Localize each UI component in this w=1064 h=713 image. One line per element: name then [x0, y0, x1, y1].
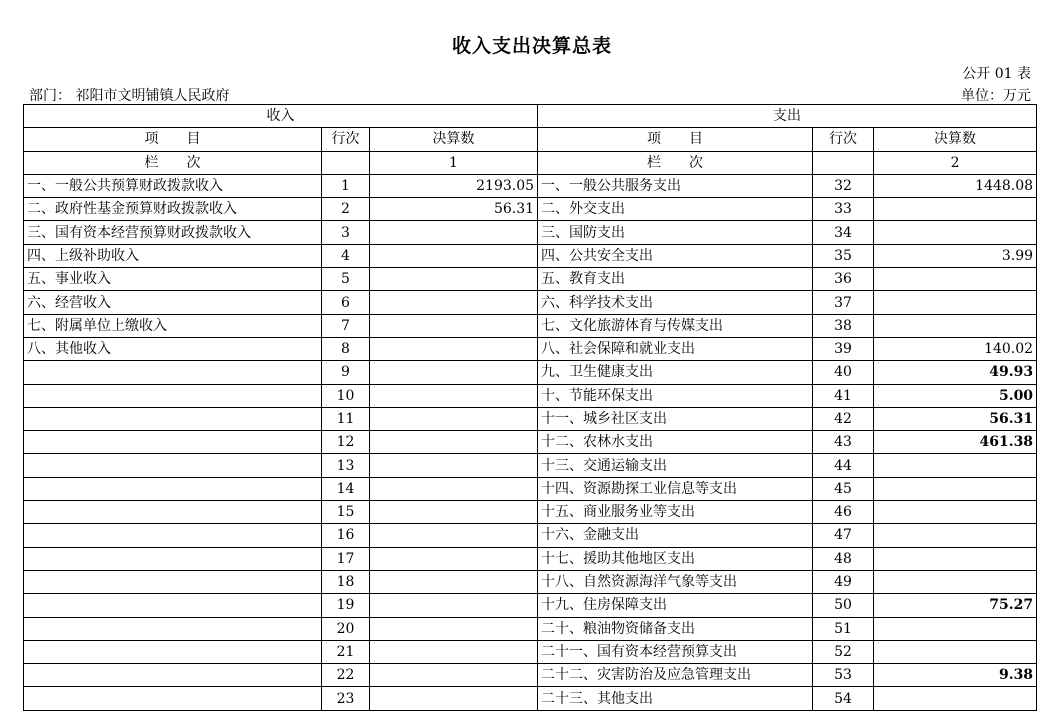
expense-rowno-cell: 50: [813, 594, 874, 617]
expense-amount-cell: [874, 198, 1037, 221]
income-item-cell: 二、政府性基金预算财政拨款收入: [24, 198, 322, 221]
expense-rowno-cell: 35: [813, 244, 874, 267]
income-rowno-cell: 10: [322, 384, 370, 407]
table-row: [24, 547, 1037, 570]
income-rowno-cell: 20: [322, 617, 370, 640]
expense-rowno-cell: 47: [813, 524, 874, 547]
expense-amount-cell: [874, 477, 1037, 500]
expense-rowno-cell: 32: [813, 174, 874, 197]
income-item-cell: [24, 524, 322, 547]
unit-label: 单位：万元: [961, 88, 1031, 104]
expense-item-cell: 十一、城乡社区支出: [538, 407, 813, 430]
income-item-cell: 六、经营收入: [24, 291, 322, 314]
income-rowno-cell: 4: [322, 244, 370, 267]
expense-rowno-cell: 40: [813, 361, 874, 384]
income-amount-cell: 2193.05: [370, 174, 538, 197]
expense-rowno-cell: 33: [813, 198, 874, 221]
income-rowno-cell: 21: [322, 640, 370, 663]
income-amount-cell: 56.31: [370, 198, 538, 221]
expense-item-cell: 二十二、灾害防治及应急管理支出: [538, 664, 813, 687]
table-row: [24, 454, 1037, 477]
header-row-column-numbers: [24, 151, 1037, 174]
expense-rowno-cell: 41: [813, 384, 874, 407]
expense-item-cell: 十、节能环保支出: [538, 384, 813, 407]
table-row: [24, 244, 1037, 267]
expense-rowno-cell: 46: [813, 501, 874, 524]
expense-item-cell: 四、公共安全支出: [538, 244, 813, 267]
income-amount-cell: [370, 547, 538, 570]
table-row: [24, 268, 1037, 291]
income-item-cell: [24, 431, 322, 454]
income-item-cell: [24, 547, 322, 570]
income-amount-cell: [370, 640, 538, 663]
expense-amount-cell: [874, 291, 1037, 314]
expense-amount-cell: [874, 314, 1037, 337]
income-rowno-cell: 17: [322, 547, 370, 570]
income-item-cell: 七、附属单位上缴收入: [24, 314, 322, 337]
income-amount-cell: [370, 431, 538, 454]
expense-item-cell: 十九、住房保障支出: [538, 594, 813, 617]
income-item-cell: 八、其他收入: [24, 337, 322, 360]
income-rowno-cell: 12: [322, 431, 370, 454]
expense-section-header: 支出: [538, 105, 1037, 128]
expense-amount-cell: 75.27: [874, 594, 1037, 617]
income-amount-cell: [370, 361, 538, 384]
expense-rowno-cell: 44: [813, 454, 874, 477]
expense-rowno-cell: 53: [813, 664, 874, 687]
income-amount-cell: [370, 221, 538, 244]
expense-item-cell: 十七、援助其他地区支出: [538, 547, 813, 570]
income-amount-cell: [370, 477, 538, 500]
table-row: [24, 384, 1037, 407]
expense-item-cell: 十六、金融支出: [538, 524, 813, 547]
expense-rowno-cell: 37: [813, 291, 874, 314]
income-rowno-cell: 2: [322, 198, 370, 221]
expense-item-cell: 七、文化旅游体育与传媒支出: [538, 314, 813, 337]
income-rowno-cell: 16: [322, 524, 370, 547]
expense-rowno-cell: 43: [813, 431, 874, 454]
expense-amount-cell: 49.93: [874, 361, 1037, 384]
income-rowno-cell: 11: [322, 407, 370, 430]
income-amount-cell: [370, 454, 538, 477]
income-col-number: 1: [370, 151, 538, 174]
expense-rowno-cell: 39: [813, 337, 874, 360]
income-amount-cell: [370, 501, 538, 524]
expense-col-number: 2: [874, 151, 1037, 174]
expense-amount-cell: [874, 268, 1037, 291]
expense-item-cell: 一、一般公共服务支出: [538, 174, 813, 197]
income-amount-cell: [370, 570, 538, 593]
expense-amount-cell: [874, 454, 1037, 477]
table-row: [24, 594, 1037, 617]
expense-amount-cell: 140.02: [874, 337, 1037, 360]
table-row: [24, 640, 1037, 663]
expense-amount-cell: 1448.08: [874, 174, 1037, 197]
income-item-cell: [24, 477, 322, 500]
income-item-cell: [24, 384, 322, 407]
header-row-sections: [24, 105, 1037, 128]
expense-amount-cell: [874, 547, 1037, 570]
expense-item-cell: 八、社会保障和就业支出: [538, 337, 813, 360]
income-item-cell: [24, 594, 322, 617]
expense-rowno-cell: 34: [813, 221, 874, 244]
income-item-cell: [24, 361, 322, 384]
expense-amount-cell: [874, 570, 1037, 593]
expense-amount-cell: 3.99: [874, 244, 1037, 267]
income-amount-cell: [370, 407, 538, 430]
income-item-cell: [24, 687, 322, 710]
expense-item-header: 项 目: [538, 128, 813, 151]
income-amount-cell: [370, 314, 538, 337]
income-rowno-cell: 15: [322, 501, 370, 524]
income-rowno-cell: 8: [322, 337, 370, 360]
expense-rowno-cell: 54: [813, 687, 874, 710]
income-rowno-cell: 22: [322, 664, 370, 687]
expense-item-cell: 三、国防支出: [538, 221, 813, 244]
table-row: [24, 198, 1037, 221]
page-title: 收入支出决算总表: [451, 35, 612, 57]
table-row: [24, 431, 1037, 454]
income-amount-cell: [370, 664, 538, 687]
expense-rowno-cell: 45: [813, 477, 874, 500]
income-amount-cell: [370, 687, 538, 710]
expense-item-cell: 二、外交支出: [538, 198, 813, 221]
income-item-cell: [24, 664, 322, 687]
expense-amount-cell: [874, 524, 1037, 547]
income-amount-cell: [370, 291, 538, 314]
table-row: [24, 314, 1037, 337]
income-amount-header: 决算数: [370, 128, 538, 151]
expense-rowno-cell: 38: [813, 314, 874, 337]
income-expense-table: [23, 104, 1037, 711]
table-row: [24, 407, 1037, 430]
table-row: [24, 570, 1037, 593]
income-item-header: 项 目: [24, 128, 322, 151]
income-section-header: 收入: [24, 105, 538, 128]
expense-rowno-cell: 51: [813, 617, 874, 640]
table-row: [24, 337, 1037, 360]
income-amount-cell: [370, 524, 538, 547]
income-amount-cell: [370, 617, 538, 640]
income-item-cell: [24, 407, 322, 430]
income-rowno-cell: 6: [322, 291, 370, 314]
expense-amount-cell: [874, 640, 1037, 663]
table-row: [24, 477, 1037, 500]
expense-amount-cell: [874, 221, 1037, 244]
income-rowno-cell: 9: [322, 361, 370, 384]
table-row: [24, 361, 1037, 384]
income-item-cell: [24, 617, 322, 640]
expense-rowno-cell: 52: [813, 640, 874, 663]
form-number: 公开 01 表: [962, 66, 1031, 82]
expense-item-cell: 六、科学技术支出: [538, 291, 813, 314]
expense-rowno-cell: 49: [813, 570, 874, 593]
expense-item-cell: 十四、资源勘探工业信息等支出: [538, 477, 813, 500]
expense-item-cell: 二十一、国有资本经营预算支出: [538, 640, 813, 663]
income-rowno-cell: 7: [322, 314, 370, 337]
expense-item-cell: 五、教育支出: [538, 268, 813, 291]
income-item-cell: 三、国有资本经营预算财政拨款收入: [24, 221, 322, 244]
table-row: [24, 617, 1037, 640]
expense-rowno-cell: 48: [813, 547, 874, 570]
income-rowno-cell: 13: [322, 454, 370, 477]
income-item-cell: 五、事业收入: [24, 268, 322, 291]
income-item-cell: [24, 570, 322, 593]
expense-amount-header: 决算数: [874, 128, 1037, 151]
income-col-blank: [322, 151, 370, 174]
income-amount-cell: [370, 594, 538, 617]
income-rowno-cell: 5: [322, 268, 370, 291]
expense-col-blank: [813, 151, 874, 174]
expense-item-cell: 十五、商业服务业等支出: [538, 501, 813, 524]
income-rowno-cell: 23: [322, 687, 370, 710]
income-item-cell: 四、上级补助收入: [24, 244, 322, 267]
expense-item-cell: 二十、粮油物资储备支出: [538, 617, 813, 640]
table-row: [24, 524, 1037, 547]
income-item-cell: [24, 454, 322, 477]
income-rowno-header: 行次: [322, 128, 370, 151]
table-row: [24, 174, 1037, 197]
header-row-columns: [24, 128, 1037, 151]
expense-amount-cell: [874, 501, 1037, 524]
table-row: [24, 291, 1037, 314]
expense-rowno-cell: 36: [813, 268, 874, 291]
expense-item-cell: 九、卫生健康支出: [538, 361, 813, 384]
table-row: [24, 664, 1037, 687]
expense-item-cell: 二十三、其他支出: [538, 687, 813, 710]
expense-amount-cell: [874, 617, 1037, 640]
income-rowno-cell: 18: [322, 570, 370, 593]
expense-amount-cell: 56.31: [874, 407, 1037, 430]
income-rowno-cell: 3: [322, 221, 370, 244]
income-item-cell: [24, 640, 322, 663]
department-label: 部门： 祁阳市文明铺镇人民政府: [29, 88, 230, 104]
expense-rowno-cell: 42: [813, 407, 874, 430]
table-row: [24, 221, 1037, 244]
income-col-label: 栏 次: [24, 151, 322, 174]
income-amount-cell: [370, 268, 538, 291]
income-amount-cell: [370, 337, 538, 360]
expense-rowno-header: 行次: [813, 128, 874, 151]
income-rowno-cell: 19: [322, 594, 370, 617]
expense-item-cell: 十八、自然资源海洋气象等支出: [538, 570, 813, 593]
expense-item-cell: 十三、交通运输支出: [538, 454, 813, 477]
income-rowno-cell: 1: [322, 174, 370, 197]
expense-item-cell: 十二、农林水支出: [538, 431, 813, 454]
table-row: [24, 687, 1037, 710]
expense-amount-cell: 9.38: [874, 664, 1037, 687]
income-amount-cell: [370, 244, 538, 267]
table-row: [24, 501, 1037, 524]
expense-amount-cell: 5.00: [874, 384, 1037, 407]
income-amount-cell: [370, 384, 538, 407]
income-rowno-cell: 14: [322, 477, 370, 500]
expense-amount-cell: [874, 687, 1037, 710]
expense-col-label: 栏 次: [538, 151, 813, 174]
expense-amount-cell: 461.38: [874, 431, 1037, 454]
income-item-cell: [24, 501, 322, 524]
income-item-cell: 一、一般公共预算财政拨款收入: [24, 174, 322, 197]
